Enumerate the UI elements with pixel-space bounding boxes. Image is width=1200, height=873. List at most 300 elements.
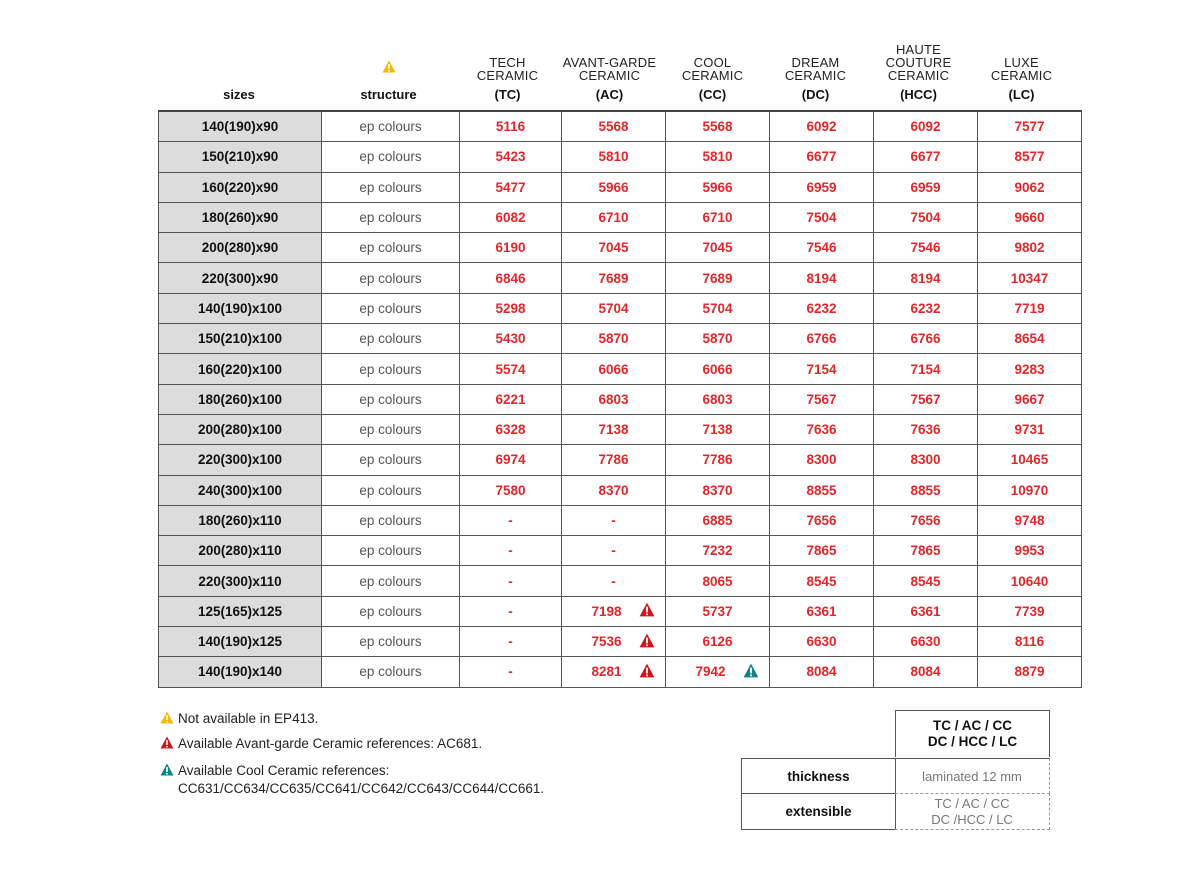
- column-name-line: CERAMIC: [990, 68, 1053, 83]
- price-cell: [770, 657, 874, 687]
- size-cell: 140(190)x140: [159, 657, 322, 687]
- extensible-line: DC /HCC / LC: [931, 811, 1013, 827]
- price-cell: [978, 445, 1082, 475]
- price-value: 5430: [495, 331, 526, 347]
- price-cell: [562, 414, 666, 444]
- price-value: 9660: [1014, 210, 1045, 226]
- price-value: 9667: [1014, 391, 1045, 407]
- price-cell: [562, 233, 666, 263]
- price-cell: [770, 445, 874, 475]
- structure-cell: ep colours: [322, 172, 460, 202]
- table-row: [159, 445, 1082, 475]
- price-cell: [562, 202, 666, 232]
- size-cell: 200(280)x90: [159, 233, 322, 263]
- price-cell: [874, 202, 978, 232]
- price-value: 6846: [495, 270, 526, 286]
- price-cell: [460, 172, 562, 202]
- table-row: [159, 596, 1082, 626]
- structure-cell: ep colours: [322, 566, 460, 596]
- price-value: 7154: [806, 361, 837, 377]
- price-value: -: [508, 513, 513, 528]
- price-value: -: [508, 634, 513, 650]
- price-value: 6959: [806, 179, 837, 195]
- price-value: 6232: [806, 300, 837, 316]
- price-cell: [460, 657, 562, 687]
- price-value: 8879: [1014, 664, 1045, 680]
- price-cell: [562, 536, 666, 566]
- column-name-line: CERAMIC: [784, 68, 847, 83]
- price-value: 6361: [910, 603, 941, 619]
- price-cell: [562, 475, 666, 505]
- price-value: 5704: [598, 300, 629, 316]
- price-value: 5574: [495, 361, 526, 377]
- size-cell: 150(210)x100: [159, 324, 322, 354]
- price-value: 6885: [702, 513, 733, 528]
- price-cell: [562, 596, 666, 626]
- size-cell: 125(165)x125: [159, 596, 322, 626]
- price-cell: [666, 566, 770, 596]
- table-row: [159, 627, 1082, 657]
- price-cell: [562, 505, 666, 535]
- price-value: 9731: [1014, 422, 1045, 438]
- price-cell: [562, 627, 666, 657]
- price-value: -: [508, 664, 513, 680]
- price-value: 6092: [910, 119, 941, 135]
- price-value: 7546: [806, 240, 837, 256]
- table-row: [159, 414, 1082, 444]
- price-value: 6066: [598, 361, 629, 377]
- price-value: 7656: [910, 513, 941, 528]
- price-value: 6066: [702, 361, 733, 377]
- table-row: [159, 566, 1082, 596]
- price-cell: [460, 536, 562, 566]
- price-cell: [874, 142, 978, 172]
- price-cell: [460, 384, 562, 414]
- price-cell: [770, 475, 874, 505]
- price-cell: [770, 505, 874, 535]
- price-cell: [666, 263, 770, 293]
- price-value: 6190: [495, 240, 526, 256]
- price-value: 6710: [598, 210, 629, 226]
- price-cell: [874, 505, 978, 535]
- size-cell: 240(300)x100: [159, 475, 322, 505]
- column-code: (TC): [494, 87, 521, 102]
- footnote-text: Available Cool Ceramic references:: [178, 763, 390, 778]
- price-value: 5966: [598, 179, 629, 195]
- price-cell: [562, 354, 666, 384]
- price-cell: [770, 536, 874, 566]
- price-value: 7786: [598, 452, 629, 468]
- size-cell: 160(220)x90: [159, 172, 322, 202]
- size-cell: 220(300)x90: [159, 263, 322, 293]
- price-cell: [978, 263, 1082, 293]
- price-value: 7567: [806, 391, 837, 407]
- price-cell: [874, 445, 978, 475]
- price-value: 7786: [702, 452, 733, 468]
- price-value: 6710: [702, 210, 733, 226]
- table-row: [159, 657, 1082, 687]
- price-value: 7656: [806, 513, 837, 528]
- structure-cell: ep colours: [322, 657, 460, 687]
- price-value: 7577: [1014, 119, 1045, 135]
- column-code: (CC): [698, 87, 727, 102]
- price-value: 8300: [806, 452, 837, 468]
- warning-triangle-red-icon: [160, 736, 174, 753]
- price-value: 5870: [702, 331, 733, 347]
- spec-header-line: DC / HCC / LC: [927, 734, 1018, 749]
- price-cell: [770, 172, 874, 202]
- price-cell: [460, 293, 562, 323]
- price-cell: [874, 536, 978, 566]
- price-cell: [460, 505, 562, 535]
- price-value: 8577: [1014, 149, 1045, 165]
- header-structure: [320, 40, 457, 108]
- price-cell: [666, 536, 770, 566]
- price-cell: [874, 627, 978, 657]
- price-cell: [666, 293, 770, 323]
- price-value: 9802: [1014, 240, 1045, 256]
- structure-cell: ep colours: [322, 536, 460, 566]
- price-value: 7138: [598, 422, 629, 438]
- price-value: 8084: [910, 664, 941, 680]
- price-cell: [460, 354, 562, 384]
- column-code: (HCC): [900, 87, 937, 102]
- price-cell: [666, 384, 770, 414]
- column-name-line: HAUTE: [895, 42, 942, 57]
- size-cell: 180(260)x110: [159, 505, 322, 535]
- thickness-label: thickness: [741, 758, 896, 794]
- price-value: 7567: [910, 391, 941, 407]
- structure-cell: ep colours: [322, 111, 460, 142]
- price-cell: [978, 324, 1082, 354]
- header-column: [970, 40, 1073, 108]
- price-cell: [460, 566, 562, 596]
- price-cell: [978, 354, 1082, 384]
- price-cell: [874, 172, 978, 202]
- price-cell: [460, 627, 562, 657]
- extensible-line: TC / AC / CC: [934, 795, 1010, 811]
- price-cell: [978, 111, 1082, 142]
- structure-cell: ep colours: [322, 142, 460, 172]
- column-name: [970, 56, 1073, 82]
- table-row: [159, 202, 1082, 232]
- column-code: (DC): [801, 87, 830, 102]
- structure-cell: ep colours: [322, 445, 460, 475]
- price-cell: [562, 657, 666, 687]
- price-value: 10970: [1010, 482, 1049, 498]
- price-cell: [562, 324, 666, 354]
- price-cell: [978, 566, 1082, 596]
- price-value: 7580: [495, 482, 526, 498]
- price-cell: [978, 414, 1082, 444]
- price-value: 7689: [598, 270, 629, 286]
- price-cell: [460, 475, 562, 505]
- price-value: 8370: [702, 482, 733, 498]
- size-cell: 140(190)x100: [159, 293, 322, 323]
- price-cell: [978, 293, 1082, 323]
- header-column: [764, 40, 867, 108]
- price-cell: [874, 566, 978, 596]
- price-value: 6766: [910, 331, 941, 347]
- size-cell: 150(210)x90: [159, 142, 322, 172]
- price-cell: [562, 566, 666, 596]
- price-value: 10640: [1010, 573, 1049, 589]
- footnote: [160, 710, 318, 728]
- price-value: 7504: [910, 210, 941, 226]
- column-name-line: COOL: [693, 55, 732, 70]
- sizes-heading: sizes: [223, 87, 255, 102]
- structure-cell: ep colours: [322, 596, 460, 626]
- price-value: 6974: [495, 452, 526, 468]
- column-name-line: CERAMIC: [887, 68, 950, 83]
- table-row: [159, 233, 1082, 263]
- price-cell: [770, 111, 874, 142]
- price-cell: [666, 414, 770, 444]
- price-cell: [666, 354, 770, 384]
- price-cell: [562, 142, 666, 172]
- price-cell: [978, 142, 1082, 172]
- price-cell: [666, 657, 770, 687]
- price-cell: [460, 445, 562, 475]
- warning-triangle-red-icon: [639, 633, 655, 651]
- price-cell: [770, 263, 874, 293]
- price-cell: [874, 263, 978, 293]
- price-cell: [770, 566, 874, 596]
- footnote-text: Not available in EP413.: [178, 711, 319, 726]
- footnote: [160, 735, 482, 753]
- table-row: [159, 293, 1082, 323]
- price-value: 7636: [806, 422, 837, 438]
- price-value: 5423: [495, 149, 526, 165]
- price-value: 6803: [598, 391, 629, 407]
- spec-header-line: TC / AC / CC: [933, 718, 1012, 733]
- price-value: 8654: [1014, 331, 1045, 347]
- price-value: 8545: [806, 573, 837, 589]
- price-value: 5568: [598, 119, 629, 135]
- price-value: 5568: [702, 119, 733, 135]
- price-cell: [978, 475, 1082, 505]
- price-value: 6677: [910, 149, 941, 165]
- price-value: -: [611, 573, 616, 589]
- structure-cell: ep colours: [322, 202, 460, 232]
- price-value: 7739: [1014, 603, 1045, 619]
- price-cell: [874, 324, 978, 354]
- price-cell: [978, 172, 1082, 202]
- size-cell: 140(190)x90: [159, 111, 322, 142]
- table-row: [159, 142, 1082, 172]
- price-cell: [666, 505, 770, 535]
- warning-triangle-yellow-icon: [320, 60, 457, 78]
- size-cell: 200(280)x100: [159, 414, 322, 444]
- size-cell: 180(260)x90: [159, 202, 322, 232]
- column-code: (LC): [1008, 87, 1035, 102]
- price-cell: [770, 324, 874, 354]
- price-value: -: [508, 543, 513, 559]
- size-cell: 160(220)x100: [159, 354, 322, 384]
- structure-cell: ep colours: [322, 505, 460, 535]
- price-value: 8855: [806, 482, 837, 498]
- column-name: [661, 56, 764, 82]
- price-value: 8300: [910, 452, 941, 468]
- table-row: [159, 475, 1082, 505]
- column-name: [867, 43, 970, 82]
- price-value: 9283: [1014, 361, 1045, 377]
- price-cell: [770, 354, 874, 384]
- price-value: 8194: [806, 270, 837, 286]
- price-value: 9953: [1014, 543, 1045, 559]
- table-row: [159, 384, 1082, 414]
- price-value: 7198: [591, 603, 622, 619]
- price-value: 8370: [598, 482, 629, 498]
- price-value: 7942: [695, 664, 726, 680]
- price-value: 6328: [495, 422, 526, 438]
- price-value: 6677: [806, 149, 837, 165]
- price-value: 10347: [1010, 270, 1049, 286]
- header-column: [558, 40, 661, 108]
- price-value: 6630: [806, 634, 837, 650]
- structure-cell: ep colours: [322, 627, 460, 657]
- price-value: 7689: [702, 270, 733, 286]
- header-column: [661, 40, 764, 108]
- price-cell: [874, 293, 978, 323]
- column-name: [558, 56, 661, 82]
- price-cell: [978, 202, 1082, 232]
- price-cell: [770, 202, 874, 232]
- column-name-line: LUXE: [1004, 55, 1039, 70]
- price-cell: [874, 354, 978, 384]
- price-value: -: [611, 543, 616, 559]
- price-value: 7546: [910, 240, 941, 256]
- price-cell: [666, 324, 770, 354]
- price-value: 7536: [591, 634, 622, 650]
- price-value: 7865: [910, 543, 941, 559]
- warning-triangle-teal-icon: [160, 763, 174, 780]
- price-value: 5116: [495, 119, 526, 135]
- structure-cell: ep colours: [322, 233, 460, 263]
- column-code: (AC): [595, 87, 624, 102]
- price-value: 9062: [1014, 179, 1045, 195]
- price-cell: [666, 111, 770, 142]
- price-cell: [874, 111, 978, 142]
- header-column: [457, 40, 558, 108]
- price-cell: [666, 475, 770, 505]
- price-value: -: [611, 513, 616, 528]
- price-cell: [874, 384, 978, 414]
- price-cell: [770, 142, 874, 172]
- price-value: 6803: [702, 391, 733, 407]
- price-cell: [562, 111, 666, 142]
- price-value: 7045: [598, 240, 629, 256]
- price-table: [158, 110, 1082, 688]
- spec-header: [895, 710, 1050, 757]
- size-cell: 140(190)x125: [159, 627, 322, 657]
- price-value: 7636: [910, 422, 941, 438]
- price-cell: [666, 142, 770, 172]
- price-cell: [666, 172, 770, 202]
- price-cell: [562, 263, 666, 293]
- column-name-line: COUTURE: [885, 55, 952, 70]
- table-row: [159, 536, 1082, 566]
- price-value: 7504: [806, 210, 837, 226]
- price-value: 6361: [806, 603, 837, 619]
- footnote-text: CC631/CC634/CC635/CC641/CC642/CC643/CC644/CC661.: [178, 781, 545, 796]
- size-cell: 180(260)x100: [159, 384, 322, 414]
- price-value: 9748: [1014, 513, 1045, 528]
- price-value: 6766: [806, 331, 837, 347]
- price-cell: [770, 384, 874, 414]
- price-value: 6959: [910, 179, 941, 195]
- column-name-line: TECH: [489, 55, 526, 70]
- price-value: 10465: [1010, 452, 1049, 468]
- extensible-value: [895, 793, 1050, 830]
- price-value: -: [508, 573, 513, 589]
- price-cell: [770, 596, 874, 626]
- size-cell: 220(300)x110: [159, 566, 322, 596]
- structure-cell: ep colours: [322, 475, 460, 505]
- column-name-line: DREAM: [791, 55, 840, 70]
- price-value: 7232: [702, 543, 733, 559]
- price-value: 8116: [1014, 634, 1045, 650]
- column-name-line: AVANT-GARDE: [562, 55, 657, 70]
- price-value: 6092: [806, 119, 837, 135]
- price-value: 6221: [495, 391, 526, 407]
- price-value: 6630: [910, 634, 941, 650]
- price-value: 5810: [702, 149, 733, 165]
- price-cell: [874, 475, 978, 505]
- price-value: 8281: [591, 664, 622, 680]
- price-value: 5704: [702, 300, 733, 316]
- price-value: 7154: [910, 361, 941, 377]
- price-value: 7045: [702, 240, 733, 256]
- column-name: [764, 56, 867, 82]
- price-value: 5737: [702, 603, 733, 619]
- price-cell: [770, 414, 874, 444]
- price-value: 7138: [702, 422, 733, 438]
- table-row: [159, 505, 1082, 535]
- footnote-text: Available Avant-garde Ceramic references: AC681.: [178, 736, 483, 751]
- price-cell: [666, 596, 770, 626]
- table-row: [159, 354, 1082, 384]
- warning-triangle-teal-icon: [743, 663, 759, 681]
- price-cell: [978, 233, 1082, 263]
- column-name-line: CERAMIC: [476, 68, 539, 83]
- structure-cell: ep colours: [322, 324, 460, 354]
- price-value: 8065: [702, 573, 733, 589]
- price-cell: [770, 293, 874, 323]
- header-sizes: [158, 40, 320, 108]
- table-row: [159, 111, 1082, 142]
- price-value: 7719: [1014, 300, 1045, 316]
- structure-cell: ep colours: [322, 293, 460, 323]
- price-value: -: [508, 603, 513, 619]
- price-cell: [460, 414, 562, 444]
- column-name-line: CERAMIC: [681, 68, 744, 83]
- warning-triangle-yellow-icon: [160, 711, 174, 728]
- price-cell: [562, 384, 666, 414]
- price-cell: [460, 233, 562, 263]
- price-value: 6082: [495, 210, 526, 226]
- price-value: 5966: [702, 179, 733, 195]
- price-cell: [460, 263, 562, 293]
- table-row: [159, 263, 1082, 293]
- structure-cell: ep colours: [322, 384, 460, 414]
- price-cell: [666, 202, 770, 232]
- price-cell: [460, 202, 562, 232]
- price-cell: [770, 627, 874, 657]
- price-cell: [460, 142, 562, 172]
- structure-cell: ep colours: [322, 263, 460, 293]
- price-cell: [978, 384, 1082, 414]
